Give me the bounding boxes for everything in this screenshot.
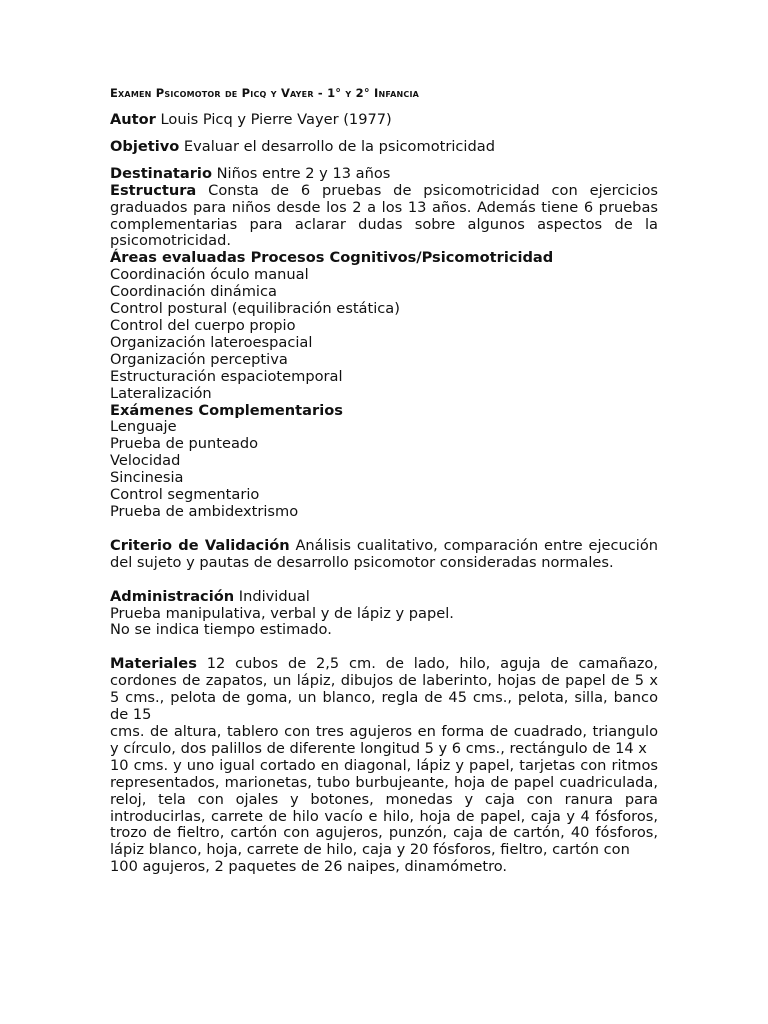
destinatario-label: Destinatario — [110, 164, 212, 182]
complementarios-heading: Exámenes Complementarios — [110, 401, 343, 419]
administracion-line: No se indica tiempo estimado. — [110, 621, 332, 639]
objetivo-value: Evaluar el desarrollo de la psicomotricidad — [183, 137, 495, 155]
materiales-label: Materiales — [110, 655, 197, 673]
materiales-part2: cms. de altura, tablero con tres agujeros en forma de cuadrado, triangulo y círculo, dos palillos de diferente longitud 5 y 6 cms., rectángulo de 14 x — [110, 723, 658, 757]
materiales-paragraph — [110, 656, 658, 724]
administracion-label: Administración — [110, 587, 235, 605]
destinatario-paragraph — [110, 166, 658, 183]
criterio-paragraph — [110, 538, 658, 572]
administracion-value: Individual — [238, 587, 310, 605]
document-title: Examen Psicomotor de Picq y Vayer - 1° y 2° Infancia — [110, 86, 420, 100]
estructura-paragraph — [110, 183, 658, 251]
list-item: Organización perceptiva — [110, 350, 288, 368]
estructura-label: Estructura — [110, 181, 197, 199]
list-item: Control segmentario — [110, 486, 260, 504]
list-item: Estructuración espaciotemporal — [110, 367, 343, 385]
autor-value: Louis Picq y Pierre Vayer (1977) — [160, 111, 392, 128]
list-item: Lateralización — [110, 384, 212, 402]
materiales-block — [110, 656, 658, 876]
areas-list — [110, 267, 658, 402]
objetivo-label: Objetivo — [110, 137, 180, 155]
list-item: Coordinación dinámica — [110, 283, 277, 301]
list-item: Lenguaje — [110, 418, 177, 436]
materiales-part3: 10 cms. y uno igual cortado en diagonal, lápiz y papel, tarjetas con ritmos representados, marionetas, tubo burbujeante, hoja de papel cuadriculada, reloj, tela con ojales y botones, monedas y caja con ranura para introducirlas, carrete de hilo vacío e hilo, hoja de papel, caja y 4 fósforos, trozo de fieltro, cartón con agujeros, punzón, caja de cartón, 40 fósforos, lápiz blanco, hoja, carrete de hilo, caja y 20 fósforos, fieltro, cartón con — [110, 756, 658, 859]
materiales-part4: 100 agujeros, 2 paquetes de 26 naipes, dinamómetro. — [110, 858, 508, 876]
list-item: Velocidad — [110, 452, 181, 470]
estructura-value: Consta de 6 pruebas de psicomotricidad con ejercicios graduados para niños desde los 2 a los 13 años. Además tiene 6 pruebas complementarias para aclarar dudas sobre algunos aspectos de la psicomotricidad. — [110, 181, 658, 250]
materiales-part1: 12 cubos de 2,5 cm. de lado, hilo, aguja de camañazo, cordones de zapatos, un lápiz, dibujos de laberinto, hojas de papel de 5 x 5 cms., pelota de goma, un blanco, regla de 45 cms., pelota, silla, banco de 15 — [110, 655, 658, 724]
administracion-paragraph — [110, 589, 658, 606]
list-item: Prueba de punteado — [110, 435, 259, 453]
objetivo-paragraph — [110, 139, 658, 156]
list-item: Control postural (equilibración estática) — [110, 300, 400, 318]
list-item: Organización lateroespacial — [110, 333, 313, 351]
criterio-label: Criterio de Validación — [110, 536, 290, 554]
document-page — [110, 84, 658, 876]
list-item: Sincinesia — [110, 469, 184, 487]
autor-paragraph — [110, 112, 658, 129]
list-item: Coordinación óculo manual — [110, 266, 309, 284]
autor-label: Autor — [110, 111, 156, 128]
administracion-block — [110, 589, 658, 640]
list-item: Control del cuerpo propio — [110, 316, 296, 334]
administracion-line: Prueba manipulativa, verbal y de lápiz y papel. — [110, 604, 454, 622]
destinatario-value: Niños entre 2 y 13 años — [216, 164, 391, 182]
areas-heading: Áreas evaluadas Procesos Cognitivos/Psicomotricidad — [110, 249, 554, 267]
criterio-value: Análisis cualitativo, comparación entre ejecución del sujeto y pautas de desarrollo psicomotor consideradas normales. — [110, 536, 659, 571]
complementarios-list — [110, 419, 658, 520]
list-item: Prueba de ambidextrismo — [110, 502, 299, 520]
